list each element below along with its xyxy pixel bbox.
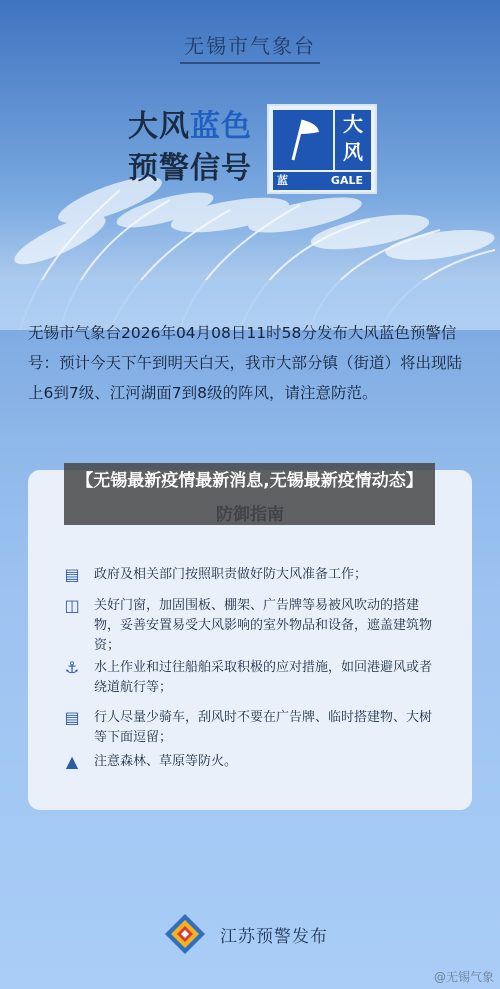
warning-title-prefix: 大风 <box>128 109 190 144</box>
guide-item-text: 行人尽量少骑车，刮风时不要在广告牌、临时搭建物、大树等下面逗留； <box>94 710 433 745</box>
sign-gale-en: GALE <box>330 174 363 187</box>
agency-title: 无锡市气象台 <box>184 34 316 58</box>
guide-item-text: 水上作业和过往船舶采取积极的应对措施，如回港避风或者绕道航行等； <box>94 660 433 695</box>
weibo-watermark: @无锡气象 <box>433 970 494 984</box>
article-title-overlay[interactable]: 【无锡最新疫情最新消息,无锡最新疫情动态】 <box>64 463 435 525</box>
warning-title <box>128 106 252 190</box>
guide-item-text: 注意森林、草原等防火。 <box>94 754 238 769</box>
flag-icon <box>273 110 333 170</box>
window-icon: ◫ <box>64 596 80 615</box>
title-underline <box>180 62 320 64</box>
sign-icon: ▤ <box>64 708 80 727</box>
jiangsu-warning-logo-icon <box>163 912 207 956</box>
warning-title-blue: 蓝色 <box>190 109 252 144</box>
hero-banner <box>0 0 500 330</box>
gale-warning-sign <box>267 104 377 194</box>
sign-level-cn: 蓝 <box>277 174 288 187</box>
guide-item-text: 关好门窗，加固围板、棚架、广告牌等易被风吹动的搭建物，妥善安置易受大风影响的室外物品和设备，遮盖建筑物资； <box>94 598 433 653</box>
sign-bottom-bar <box>273 172 371 190</box>
footer-publisher: 江苏预警发布 <box>220 927 328 947</box>
anchor-icon: ⚓ <box>64 658 80 677</box>
warning-body-text: 无锡市气象台2026年04月08日11时58分发布大风蓝色预警信号：预计今天下午到明天白天，我市大部分镇（街道）将出现陆上6到7级、江河湖面7到8级的阵风，请注意防范。 <box>28 324 463 402</box>
document-icon: ▤ <box>64 565 80 584</box>
guide-item-text: 政府及相关部门按照职责做好防大风准备工作； <box>94 567 368 582</box>
warning-title-line2: 预警信号 <box>128 151 252 186</box>
fire-icon: ▲ <box>65 752 79 771</box>
sign-right-text: 大风 <box>335 110 371 170</box>
